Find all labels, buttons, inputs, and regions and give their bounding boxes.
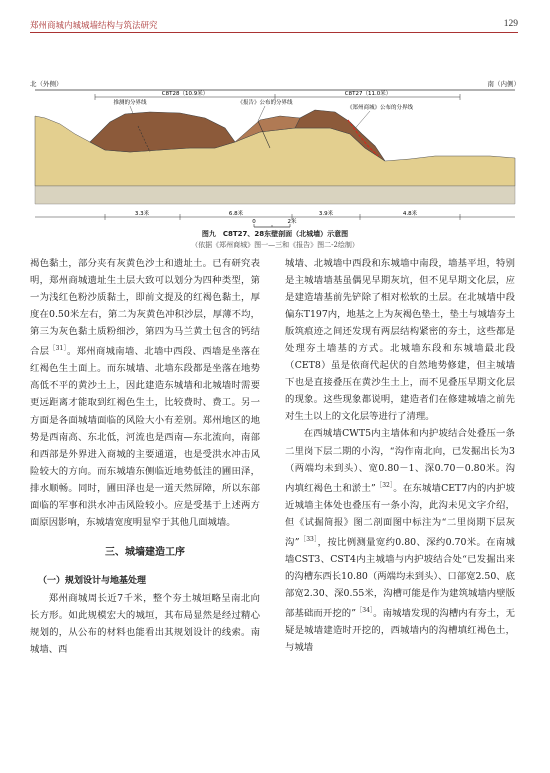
bottom-dim-4: 4.8米: [402, 211, 418, 217]
left-label: 北（外侧）: [30, 80, 63, 88]
subsection-title: （一）规划设计与地基处理: [38, 575, 147, 586]
scale-two: 2米: [287, 219, 297, 225]
label-zhengzhou-boundary: 《郑州商城》公布的分界线: [346, 105, 414, 111]
section-title: 三、城墙建造工序: [105, 546, 185, 558]
bottom-dim-2: 6.8米: [228, 211, 244, 217]
bottom-dim-1: 3.3米: [134, 211, 150, 217]
ref-33: ［33］: [299, 535, 318, 543]
right-column: [285, 255, 515, 656]
right-paragraph-2: 在西城墙CWT5内主墙体和内护坡结合处叠压一条二里岗下层二期的小沟，“沟作南北向，已发掘出长为3（两端均未到头）、宽0.80－1、深0.70－0.80米。沟内填红褐色土和淤土”$^{[32]}$。在东城墙CET7内的内护坡近城墙主体处也叠压有一条小沟，此沟未见文字介绍，但《试掘简报》图二剖面图中标注为“二里岗期下层灰沟”$^{[33]}$，按比例测量宽约0.80、深约0.70米。在南城墙CST3、CST4内主城墙与内护坡结合处“已发掘出来的沟槽东西长10.80（两端均未到头）、口部宽2.50、底部宽2.30、深0.55米，沟槽可能是作为建筑城墙内壁版部基础而开挖的”$^{[34]}$。南城墙发现的沟槽内有夯土，无疑是城墙建造时开挖的，西城墙内的沟槽填红褐色土，与城墙: [285, 428, 516, 654]
header-title: 郑州商城内城城墙结构与筑法研究: [30, 21, 158, 31]
right-label: 南（内侧）: [487, 80, 520, 88]
dim-c8t27: C8T27（11.0米）: [344, 91, 392, 97]
lower-strata: [35, 186, 515, 204]
scale-zero: 0: [252, 219, 256, 225]
left-paragraph-2: 郑州商城周长近7千米，整个夯土城垣略呈南北向长方形。如此规模宏大的城垣，其布局显然是经过精心规划的，从公布的材料也能看出其规划设计的线索。南城墙、西: [30, 592, 260, 656]
section-diagram: [30, 76, 520, 236]
figure-source: （依据《郑州商城》图一—三和《报告》图二-2绘制）: [191, 241, 359, 249]
left-paragraph-1: 褐色黏土，部分夹有灰黄色沙土和遗址土。已有研究表明，郑州商城遗址生土层大致可以划分为四种类型，第一为浅红色粉沙质黏土，即前文提及的红褐色黏土，厚度在0.50米左右，第二为灰黄色冲积沙层，厚薄不均，第三为灰色黏土质粉细沙，第四为马兰黄土包含的钙结合层$^{[31]}$。郑州商城南墙、北墙中西段、西墙是坐落在红褐色生土面上。而东城墙、北墙东段都是坐落在地势高低不平的黄沙土上，因此建造东城墙和北城墙时需要更远距离才能取到红褐色生土，比较费时、费工。另一方面是各面城墙面临的风险大小有差别。郑州地区的地势是西南高、东北低，河流也是西南—东北流向，南部和西部是外界进入商城的主要通道，也是受洪水冲击风险较大的方向。而东城墙东侧临近地势低洼的圃田泽，排水顺畅。同时，圃田泽也是一道天然屏障，所以东部面临的军事和洪水冲击风险较小。应是受基于上述两方面原因影响，东城墙宽度明显窄于其他几面城墙。: [30, 258, 260, 528]
page-number: 129: [503, 19, 518, 29]
label-report-boundary: 《报告》公布的分界线: [237, 100, 293, 106]
ref-34: ［34］: [356, 607, 374, 615]
header-rule: [30, 32, 518, 33]
left-column: [30, 255, 260, 658]
bottom-dim-3: 3.9米: [318, 211, 334, 217]
right-paragraph-1: 城墙、北城墙中西段和东城墙中南段，墙基平坦，特别是主城墙墙基虽偶见早期灰坑，但不见早期文化层，应是建造墙基前先铲除了相对松软的土层。在北城墙中段偏东T197内，地基之上为灰褐色垫土，垫土与城墙夯土版筑痕迹之间还发现有两层结构紧密的夯土，这些都是处理夯土墙基的方式。北城墙东段和东城墙最北段（CET8）虽是依商代起伏的自然地势修建，但主城墙下也是直接叠压在黄沙生土上，而不见叠压早期文化层的现象。这些现象都说明，建造者们在修建城墙之前先对生土以上的文化层等进行了清理。: [285, 258, 515, 423]
running-header: [30, 16, 518, 34]
ref-31: ［31］: [49, 345, 67, 353]
dim-c8t28: C8T28（10.9米）: [161, 91, 209, 97]
label-inferred-boundary: 推测的分界线: [113, 100, 147, 106]
wall-body-left: [90, 112, 235, 152]
figure-caption: 图九 C8T27、28东壁剖面（北城墙）示意图: [201, 230, 349, 238]
ref-32: ［32］: [375, 481, 394, 489]
